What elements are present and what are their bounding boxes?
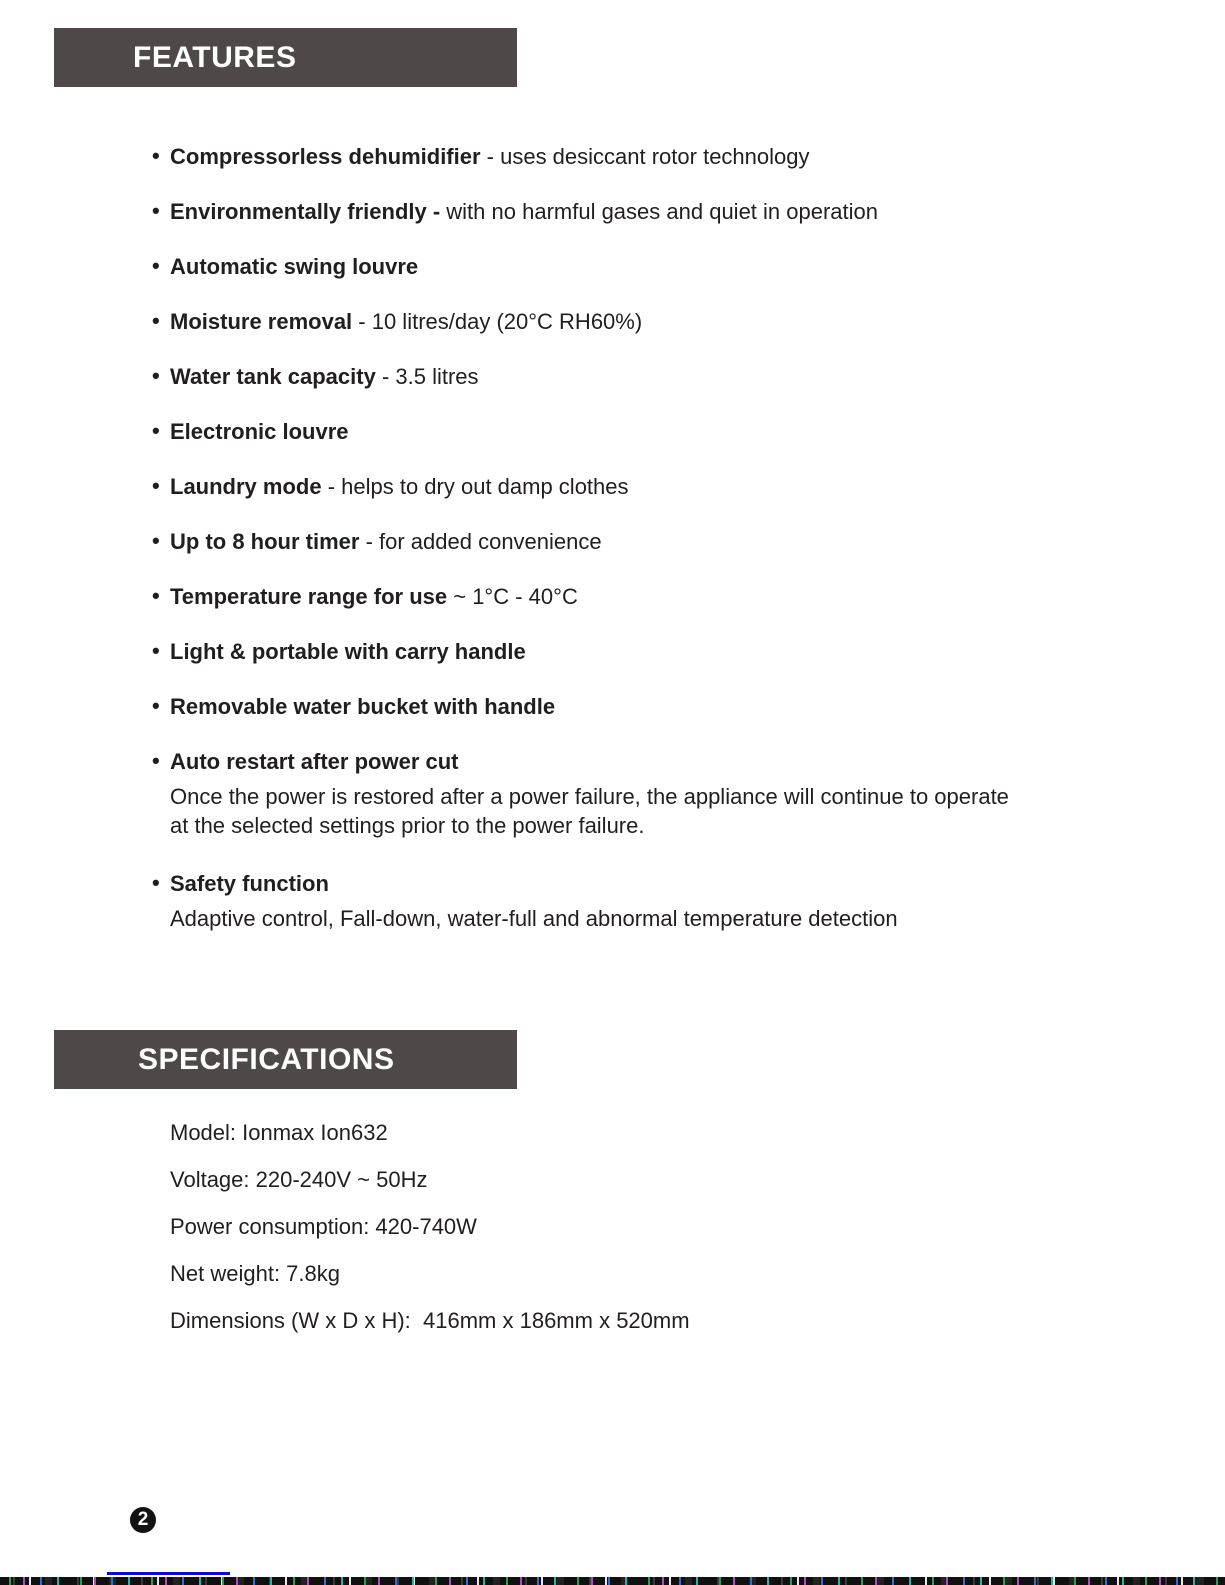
feature-item-bold: Water tank capacity	[170, 364, 376, 389]
features-section-header	[54, 28, 517, 87]
feature-item-bold: Up to 8 hour timer	[170, 529, 360, 554]
feature-item-bold: Laundry mode	[170, 474, 322, 499]
feature-item-bold: Temperature range for use	[170, 584, 448, 609]
bullet-icon: •	[152, 583, 160, 608]
bullet-icon: •	[152, 363, 160, 388]
bullet-icon: •	[152, 143, 160, 168]
feature-item-bold: Auto restart after power cut	[170, 749, 459, 774]
specifications-section-header	[54, 1030, 517, 1089]
bullet-icon: •	[152, 308, 160, 333]
specs-list	[170, 1122, 1070, 1357]
feature-item	[152, 583, 1117, 609]
bullet-icon: •	[152, 528, 160, 553]
feature-item-text: - for added convenience	[359, 529, 602, 554]
feature-item-text: - 3.5 litres	[375, 364, 479, 389]
spec-item-weight: Net weight: 7.8kg	[170, 1261, 340, 1286]
feature-item	[152, 870, 1117, 933]
feature-item	[152, 748, 1117, 840]
feature-item	[152, 143, 1117, 169]
page-number-badge: 2	[130, 1507, 156, 1533]
feature-item	[152, 638, 1117, 664]
feature-item	[152, 253, 1117, 279]
bullet-icon: •	[152, 253, 160, 278]
feature-item	[152, 418, 1117, 444]
spec-item-voltage: Voltage: 220-240V ~ 50Hz	[170, 1167, 428, 1192]
feature-item-bold: Safety function	[170, 871, 329, 896]
bullet-icon: •	[152, 748, 160, 773]
spec-item-power: Power consumption: 420-740W	[170, 1214, 477, 1239]
feature-item-description: Adaptive control, Fall-down, water-full and abnormal temperature detection	[170, 906, 898, 931]
bullet-icon: •	[152, 198, 160, 223]
feature-item-bold: Electronic louvre	[170, 419, 349, 444]
bullet-icon: •	[152, 418, 160, 443]
feature-item-description: Once the power is restored after a power failure, the appliance will continue to operate at the selected settings prior to the power failure.	[170, 784, 1009, 838]
bullet-icon: •	[152, 638, 160, 663]
bullet-icon: •	[152, 870, 160, 895]
features-list	[152, 143, 1117, 966]
feature-item-bold: Removable water bucket with handle	[170, 694, 556, 719]
footer-blue-line	[107, 1572, 230, 1575]
feature-item	[152, 473, 1117, 499]
features-title: FEATURES	[133, 40, 297, 74]
feature-item-text: - 10 litres/day (20°C RH60%)	[352, 309, 643, 334]
feature-item-text: ~ 1°C - 40°C	[447, 584, 578, 609]
feature-item-bold: Environmentally friendly -	[170, 199, 441, 224]
feature-item	[152, 693, 1117, 719]
feature-item	[152, 363, 1117, 389]
feature-item-bold: Automatic swing louvre	[170, 254, 419, 279]
spec-item-dimensions: Dimensions (W x D x H): 416mm x 186mm x 520mm	[170, 1308, 690, 1333]
feature-item-text: - uses desiccant rotor technology	[480, 144, 810, 169]
feature-item-bold: Moisture removal	[170, 309, 353, 334]
spec-item-model: Model: Ionmax Ion632	[170, 1120, 388, 1145]
feature-item	[152, 308, 1117, 334]
scan-noise-strip	[0, 1577, 1225, 1585]
feature-item	[152, 528, 1117, 554]
feature-item-bold: Compressorless dehumidifier	[170, 144, 481, 169]
feature-item-text: - helps to dry out damp clothes	[321, 474, 629, 499]
feature-item-bold: Light & portable with carry handle	[170, 639, 526, 664]
bullet-icon: •	[152, 473, 160, 498]
feature-item	[152, 198, 1117, 224]
bullet-icon: •	[152, 693, 160, 718]
specifications-title: SPECIFICATIONS	[138, 1042, 395, 1076]
feature-item-text: with no harmful gases and quiet in operation	[440, 199, 879, 224]
